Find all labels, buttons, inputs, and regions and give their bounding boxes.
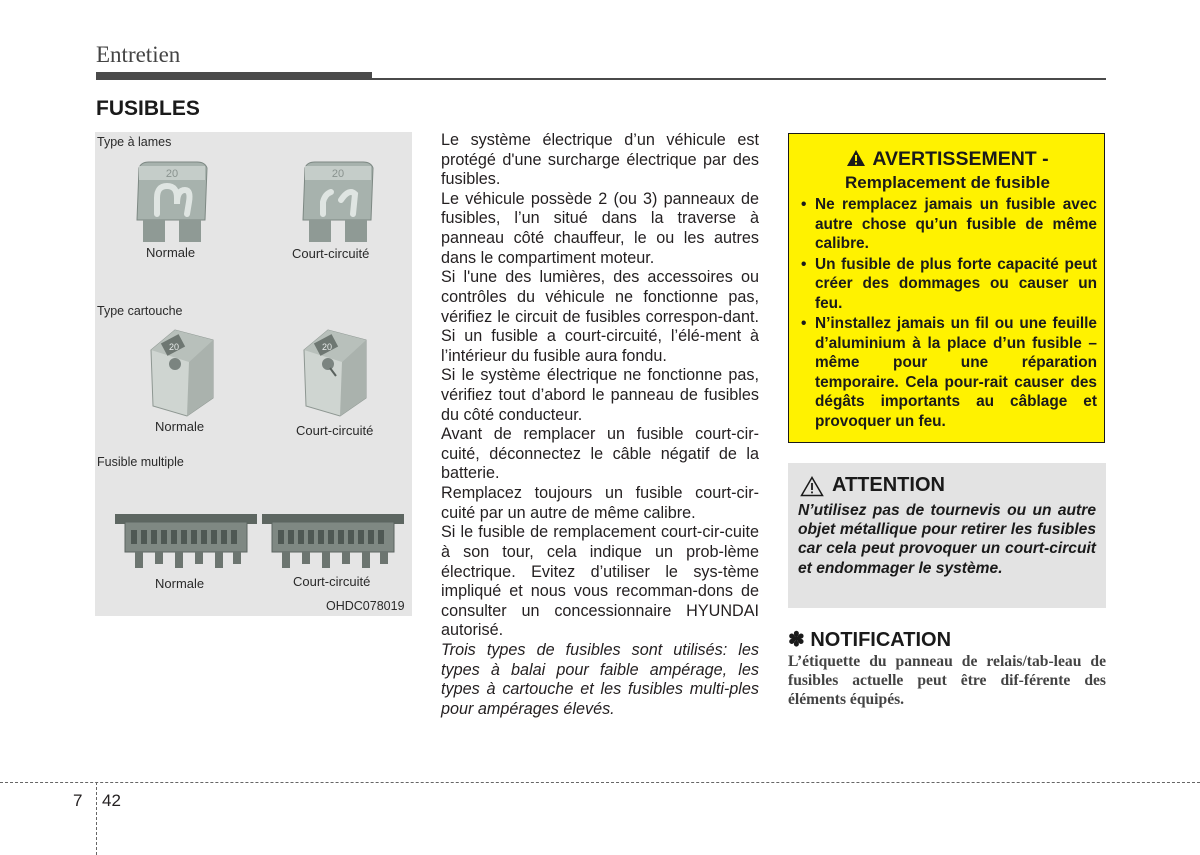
- cartridge-normal-caption: Normale: [155, 419, 205, 434]
- warning-item: • Un fusible de plus forte capacité peut créer des dommages ou causer un feu.: [801, 255, 1097, 314]
- body-paragraph: Si l'une des lumières, des accessoires ou contrôles du véhicule ne fonctionne pas, vérifiez le circuit de fusibles correspon-dant. Si un fusible a court-circuité, l’élé-ment à l’intérieur du fusible aura fondu.: [441, 268, 759, 365]
- figure-code: OHDC078019: [326, 599, 405, 613]
- body-note-italic: Trois types de fusibles sont utilisés: les types à balai pour faible ampérage, les types à cartouche et les fusibles multi-ples pour ampérages élevés.: [441, 641, 759, 718]
- warning-box: [788, 133, 1105, 443]
- notification-title: ✽ NOTIFICATION: [788, 629, 952, 651]
- cartridge-blown-caption: Court-circuité: [296, 423, 374, 438]
- page-number: 42: [102, 791, 121, 810]
- blade-type-label: Type à lames: [97, 135, 172, 149]
- cartridge-fuse-normal-image: [147, 328, 219, 418]
- attention-title: ATTENTION: [832, 474, 945, 496]
- blade-fuse-blown-rating: 20: [331, 168, 345, 180]
- blade-fuse-normal-rating: 20: [165, 168, 179, 180]
- running-header: Entretien: [96, 42, 181, 67]
- multi-blown-caption: Court-circuité: [293, 574, 371, 589]
- attention-text: N’utilisez pas de tournevis ou un autre objet métallique pour retirer les fusibles car cela peut provoquer un court-circuit et endommager le système.: [798, 502, 1096, 577]
- warning-subtitle: Remplacement de fusible: [844, 173, 1050, 192]
- header-rule-thin: [372, 78, 1106, 80]
- multi-normal-caption: Normale: [155, 576, 205, 591]
- header-rule-thick: [96, 72, 372, 80]
- body-paragraph: Le système électrique d’un véhicule est protégé d'une surcharge électrique par des fusibles.: [441, 131, 759, 189]
- blade-fuse-blown-image: [297, 160, 379, 246]
- warning-item: • N’installez jamais un fil ou une feuille d’aluminium à la place d’un fusible – même pour une réparation temporaire. Cela pour-rait causer des dégâts importants au câblage et provoquer un feu.: [801, 314, 1097, 431]
- multi-fuse-normal-image: [113, 508, 259, 574]
- warning-title-text: AVERTISSEMENT -: [872, 148, 1049, 170]
- notification-text: L’étiquette du panneau de relais/tab-leau de fusibles actuelle peut être dif-férente des éléments équipés.: [788, 653, 1106, 709]
- warning-list: [801, 195, 1097, 432]
- multi-fuse-blown-image: [260, 508, 406, 574]
- cartridge-fuse-blown-image: [300, 328, 372, 418]
- body-text-column: [441, 131, 759, 720]
- footer-vertical-rule: [96, 782, 97, 855]
- attention-box: [788, 463, 1106, 608]
- blade-fuse-normal-image: [131, 160, 213, 246]
- warning-item: • Ne remplacez jamais un fusible avec autre chose qu’un fusible de même calibre.: [801, 195, 1097, 254]
- fuse-figure-panel: [95, 132, 412, 616]
- body-paragraph: Si le fusible de remplacement court-cir-cuite à son tour, cela indique un prob-lème électrique. Evitez d’utiliser le sys-tème impliqué et nous vous recomman-dons de consulter un concessionnaire HYUNDAI autorisé.: [441, 523, 759, 640]
- warning-title: [789, 148, 1106, 171]
- caution-triangle-icon: [800, 476, 824, 497]
- cartridge-fuse-normal-rating: 20: [168, 342, 180, 352]
- cartridge-fuse-blown-rating: 20: [321, 342, 333, 352]
- body-paragraph: Le véhicule possède 2 (ou 3) panneaux de fusibles, l’un situé dans la traverse à panneau côté chauffeur, le ou les autres dans le compartiment moteur.: [441, 189, 759, 267]
- multi-fuse-label: Fusible multiple: [97, 455, 184, 469]
- body-paragraph: Si le système électrique ne fonctionne pas, vérifiez tout d’abord le panneau de fusibles du côté conducteur.: [441, 366, 759, 424]
- body-paragraph: Avant de remplacer un fusible court-cir-cuité, déconnectez le câble négatif de la batterie.: [441, 425, 759, 483]
- chapter-number: 7: [73, 791, 83, 810]
- warning-triangle-icon: [846, 149, 866, 167]
- blade-blown-caption: Court-circuité: [292, 246, 370, 261]
- cartridge-type-label: Type cartouche: [97, 304, 183, 318]
- section-title: FUSIBLES: [96, 97, 200, 120]
- body-paragraph: Remplacez toujours un fusible court-cir-cuité par un autre de même calibre.: [441, 484, 759, 522]
- blade-normal-caption: Normale: [146, 245, 196, 260]
- footer-dashed-rule: [0, 782, 1200, 783]
